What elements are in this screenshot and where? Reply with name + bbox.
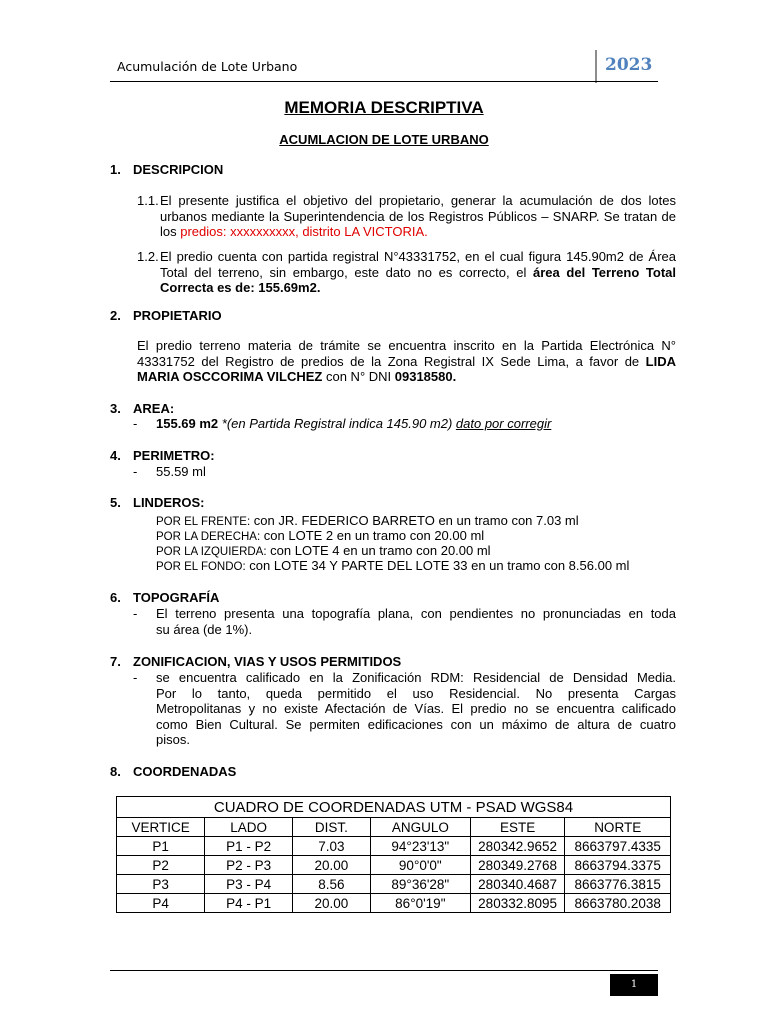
paragraph-text: los xyxy=(160,224,181,239)
bullet-dash: - xyxy=(133,606,138,621)
column-header: ESTE xyxy=(470,818,565,837)
section-label: COORDENADAS xyxy=(133,764,237,779)
zonificacion-line1: se encuentra calificado en la Zonificación RDM: Residencial de Densidad Media. xyxy=(156,670,676,685)
table-cell: P4 - P1 xyxy=(205,894,293,913)
lindero-key: POR EL FRENTE: xyxy=(156,516,251,528)
paragraph-1-1-line1: El presente justifica el objetivo del propietario, generar la acumulación de dos lotes xyxy=(160,193,676,208)
section-number: 7. xyxy=(110,654,121,669)
table-cell: 8663794.3375 xyxy=(565,856,671,875)
lindero-text: con LOTE 4 en un tramo con 20.00 ml xyxy=(266,543,491,558)
section-label: TOPOGRAFÍA xyxy=(133,590,220,605)
header-divider xyxy=(595,50,597,83)
lindero-text: con LOTE 34 Y PARTE DEL LOTE 33 en un tramo con 8.56.00 ml xyxy=(245,558,630,573)
area-correction-note: dato por corregir xyxy=(455,416,552,431)
section-label: ZONIFICACION, VIAS Y USOS PERMITIDOS xyxy=(133,654,402,669)
document-subtitle: ACUMLACION DE LOTE URBANO xyxy=(279,132,489,147)
page-number: 1 xyxy=(610,974,658,996)
area-note: *(en Partida Registral indica 145.90 m2) xyxy=(218,416,456,431)
subsection-1-1-number: 1.1. xyxy=(137,193,159,208)
lindero-izquierda xyxy=(156,543,491,558)
zonificacion-line5: pisos. xyxy=(156,732,190,747)
section-number: 3. xyxy=(110,401,121,416)
section-number: 1. xyxy=(110,162,121,177)
paragraph-1-2-line3: Correcta es de: 155.69m2. xyxy=(160,280,321,295)
table-cell: P4 xyxy=(117,894,205,913)
table-cell: 8663797.4335 xyxy=(565,837,671,856)
zonificacion-line2: Por lo tanto, queda permitido el uso Residencial. No presenta Cargas xyxy=(156,685,676,701)
owner-name-part2: MARIA OSCCORIMA VILCHEZ xyxy=(137,369,323,384)
topografia-line1: El terreno presenta una topografía plana, con pendientes no pronunciadas en toda xyxy=(156,606,676,621)
area-value-line xyxy=(156,416,551,432)
bullet-dash: - xyxy=(133,464,138,479)
document-title: MEMORIA DESCRIPTIVA xyxy=(284,98,484,117)
table-row xyxy=(117,875,671,894)
table-cell: 8663780.2038 xyxy=(565,894,671,913)
section-label: PERIMETRO: xyxy=(133,448,215,463)
paragraph-text: Total del terreno, sin embargo, este dato no es correcto, el xyxy=(160,264,533,280)
column-header: DIST. xyxy=(292,818,370,837)
area-value: 155.69 m2 xyxy=(156,416,219,431)
table-cell: 280332.8095 xyxy=(470,894,565,913)
paragraph-1-1-line3 xyxy=(160,224,676,240)
table-row xyxy=(117,837,671,856)
area-correcta-text: área del Terreno Total xyxy=(533,264,676,280)
lindero-derecha xyxy=(156,528,484,543)
table-cell: 90°0'0" xyxy=(370,856,470,875)
lindero-text: con LOTE 2 en un tramo con 20.00 ml xyxy=(260,528,485,543)
bullet-dash: - xyxy=(133,416,138,431)
table-caption: CUADRO DE COORDENADAS UTM - PSAD WGS84 xyxy=(117,797,671,818)
table-cell: 8.56 xyxy=(292,875,370,894)
lindero-key: POR LA DERECHA: xyxy=(156,531,261,543)
table-cell: 86°0'19" xyxy=(370,894,470,913)
table-cell: 89°36'28" xyxy=(370,875,470,894)
paragraph-1-2-line1: El predio cuenta con partida registral N°43331752, en el cual figura 145.90m2 de Área xyxy=(160,249,676,264)
column-header: ANGULO xyxy=(370,818,470,837)
coordinates-table xyxy=(116,796,671,913)
subsection-1-2-number: 1.2. xyxy=(137,249,159,264)
section-number: 4. xyxy=(110,448,121,463)
header-rule xyxy=(110,81,658,82)
table-cell: 94°23'13" xyxy=(370,837,470,856)
column-header: LADO xyxy=(205,818,293,837)
header-year: 2023 xyxy=(605,55,653,75)
lindero-key: POR LA IZQUIERDA: xyxy=(156,546,267,558)
table-row xyxy=(117,894,671,913)
lindero-key: POR EL FONDO: xyxy=(156,561,246,573)
section-number: 5. xyxy=(110,495,121,510)
section-number: 8. xyxy=(110,764,121,779)
table-cell: P3 - P4 xyxy=(205,875,293,894)
table-cell: 280340.4687 xyxy=(470,875,565,894)
owner-name-part1: LIDA xyxy=(645,353,676,369)
propietario-line3 xyxy=(137,369,676,385)
table-cell: P1 - P2 xyxy=(205,837,293,856)
column-header: NORTE xyxy=(565,818,671,837)
section-label: PROPIETARIO xyxy=(133,308,222,323)
table-cell: P2 - P3 xyxy=(205,856,293,875)
bullet-dash: - xyxy=(133,670,138,685)
section-label: LINDEROS: xyxy=(133,495,205,510)
table-cell: 280342.9652 xyxy=(470,837,565,856)
table-cell: P1 xyxy=(117,837,205,856)
lindero-fondo xyxy=(156,558,629,573)
table-cell: 20.00 xyxy=(292,856,370,875)
section-label: AREA: xyxy=(133,401,175,416)
dni-label: con N° DNI xyxy=(322,369,395,384)
lindero-text: con JR. FEDERICO BARRETO en un tramo con 7.03 ml xyxy=(250,513,579,528)
zonificacion-line3: Metropolitanas y no existe Afectación de Vías. El predio no se encuentra calificado xyxy=(156,701,676,716)
paragraph-1-2-line2 xyxy=(160,265,676,281)
paragraph-1-1-line2: urbanos mediante la Superintendencia de los Registros Públicos – SNARP. Se tratan de xyxy=(160,208,676,224)
table-header-row xyxy=(117,818,671,837)
paragraph-text: 43331752 del Registro de predios de la Zona Registral IX Sede Lima, a favor de xyxy=(137,353,646,369)
zonificacion-line4: como Bien Cultural. Se permiten edificaciones con un máximo de altura de cuatro xyxy=(156,716,676,732)
predios-highlight: predios: xxxxxxxxxx, distrito LA VICTORIA. xyxy=(180,224,428,239)
table-cell: 280349.2768 xyxy=(470,856,565,875)
table-cell: 20.00 xyxy=(292,894,370,913)
propietario-line1: El predio terreno materia de trámite se encuentra inscrito en la Partida Electrónica N° xyxy=(137,338,676,353)
table-cell: 7.03 xyxy=(292,837,370,856)
section-number: 2. xyxy=(110,308,121,323)
footer-rule xyxy=(110,970,658,971)
section-label: DESCRIPCION xyxy=(133,162,224,177)
topografia-line2: su área (de 1%). xyxy=(156,621,253,637)
dni-number: 09318580. xyxy=(394,369,457,384)
lindero-frente xyxy=(156,513,579,528)
section-number: 6. xyxy=(110,590,121,605)
header-title: Acumulación de Lote Urbano xyxy=(117,59,298,74)
table-cell: 8663776.3815 xyxy=(565,875,671,894)
table-row xyxy=(117,856,671,875)
perimetro-value: 55.59 ml xyxy=(156,464,206,479)
propietario-line2 xyxy=(137,354,676,370)
table-cell: P3 xyxy=(117,875,205,894)
column-header: VERTICE xyxy=(117,818,205,837)
table-cell: P2 xyxy=(117,856,205,875)
